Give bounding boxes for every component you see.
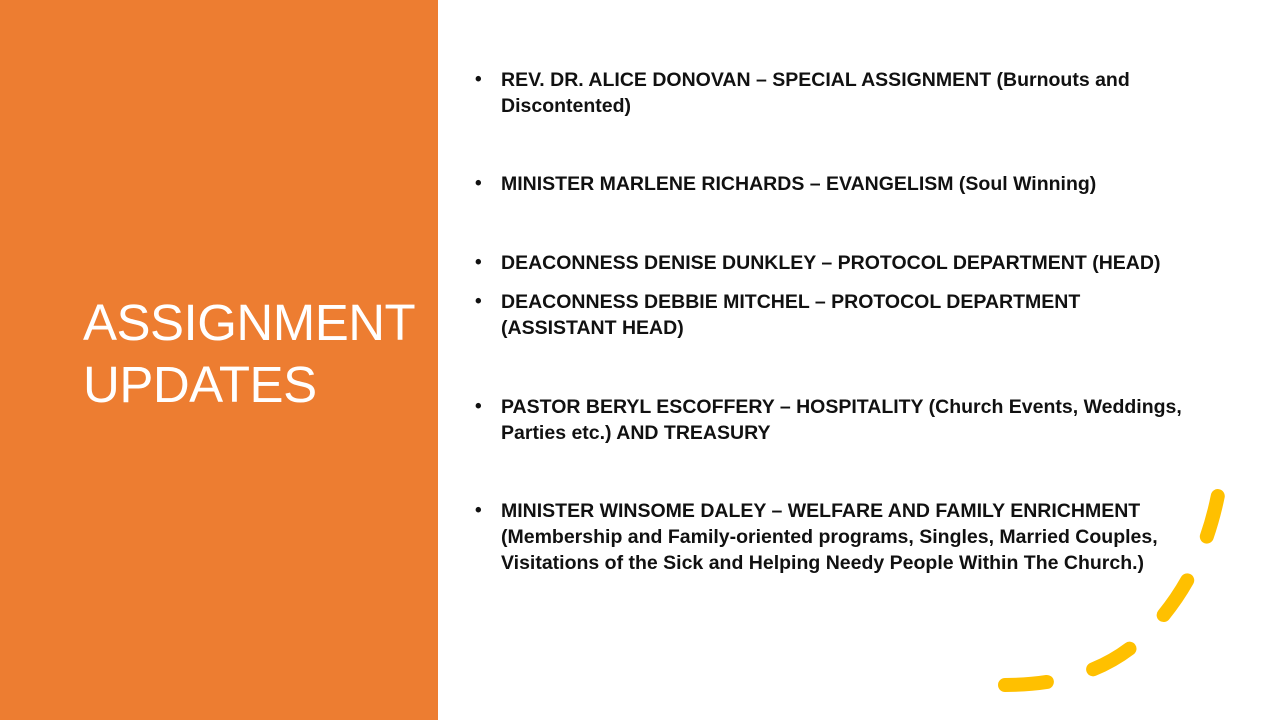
list-item xyxy=(475,171,1195,197)
list-item-text: MINISTER MARLENE RICHARDS – EVANGELISM (Soul Winning) xyxy=(501,173,1097,195)
bullet-icon: • xyxy=(475,291,482,312)
bullet-icon: • xyxy=(475,500,482,521)
bullet-icon: • xyxy=(475,396,482,417)
title-panel xyxy=(0,0,438,720)
list-item-text: PASTOR BERYL ESCOFFERY – HOSPITALITY (Church Events, Weddings, Parties etc.) AND TREASURY xyxy=(501,396,1182,444)
bullet-icon: • xyxy=(475,69,482,90)
list-item xyxy=(475,289,1195,341)
list-item-text: DEACONNESS DENISE DUNKLEY – PROTOCOL DEPARTMENT (HEAD) xyxy=(501,252,1161,274)
dashed-curve-decoration xyxy=(980,470,1240,710)
bullet-icon: • xyxy=(475,252,482,273)
slide-title xyxy=(83,292,423,416)
list-item-text: DEACONNESS DEBBIE MITCHEL – PROTOCOL DEPARTMENT (ASSISTANT HEAD) xyxy=(501,291,1081,339)
slide-title-line2: UPDATES xyxy=(83,356,317,413)
list-item xyxy=(475,250,1195,276)
list-item-text: REV. DR. ALICE DONOVAN – SPECIAL ASSIGNMENT (Burnouts and Discontented) xyxy=(501,69,1130,117)
list-item xyxy=(475,67,1195,119)
bullet-icon: • xyxy=(475,173,482,194)
list-item xyxy=(475,394,1195,446)
dashed-curve-path xyxy=(1005,495,1218,685)
list-item-text: MINISTER WINSOME DALEY – WELFARE AND FAMILY ENRICHMENT (Membership and Family-oriented programs, Singles, Married Couples, Visitations of the Sick and Helping Needy People Within The Church.) xyxy=(501,500,1158,574)
slide-title-line1: ASSIGNMENT xyxy=(83,294,416,351)
